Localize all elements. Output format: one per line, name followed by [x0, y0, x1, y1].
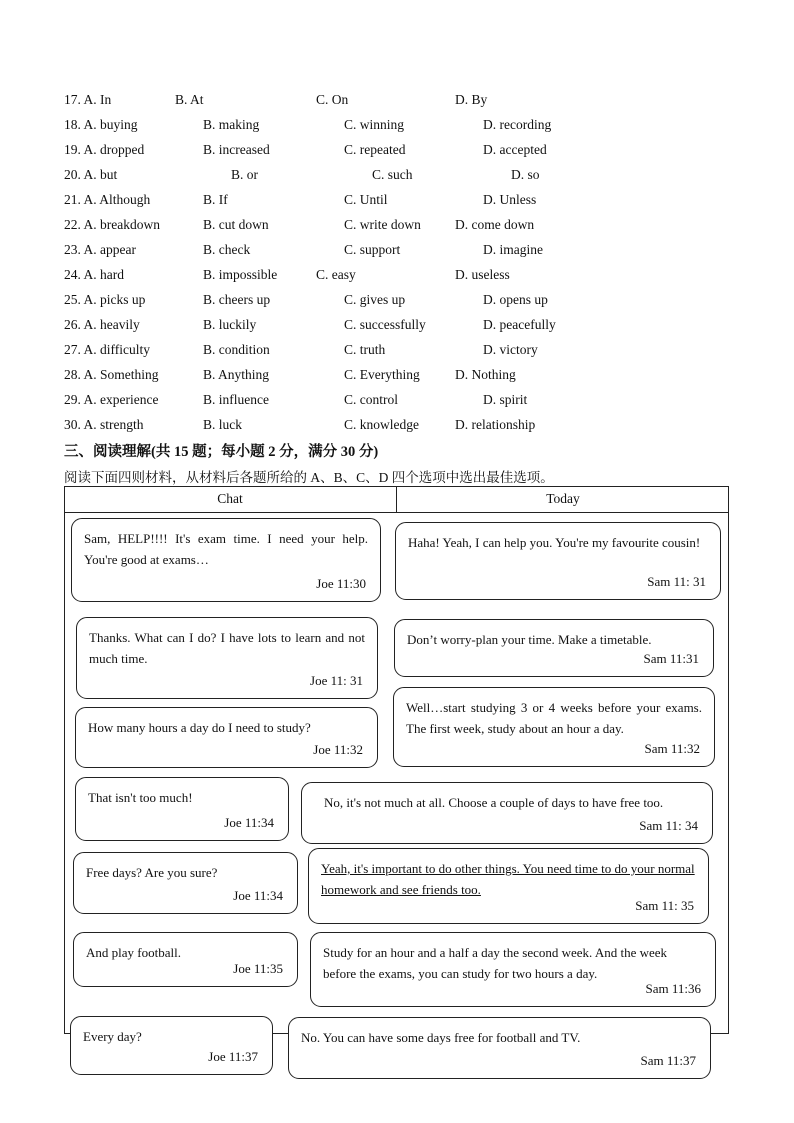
message-text: Don’t worry-plan your time. Make a timetable.	[407, 632, 652, 647]
option-d: D. victory	[483, 342, 538, 357]
option-c: C. support	[344, 242, 401, 257]
option-b: B. condition	[203, 342, 270, 357]
option-d: D. opens up	[483, 292, 548, 307]
section-instruction: 阅读下面四则材料，从材料后各题所给的 A、B、C、D 四个选项中选出最佳选项。	[64, 470, 554, 485]
option-b: B. At	[175, 92, 204, 107]
message-text: Sam, HELP!!!! It's exam time. I need your help. You're good at exams…	[84, 531, 368, 567]
option-row-17: 17. A. In	[64, 92, 112, 107]
message-text: That isn't too much!	[88, 790, 193, 805]
message-text: How many hours a day do I need to study?	[88, 720, 311, 735]
message-text: Every day?	[83, 1029, 142, 1044]
option-c: C. easy	[316, 267, 356, 282]
option-c: C. repeated	[344, 142, 406, 157]
chat-bubble-sam	[393, 687, 715, 767]
option-row-27: 27. A. difficulty	[64, 342, 150, 357]
chat-bubble-joe	[75, 777, 289, 841]
option-b: B. luckily	[203, 317, 257, 332]
option-d: D. Nothing	[455, 367, 516, 382]
message-time: Sam 11:32	[644, 741, 700, 756]
option-row-29: 29. A. experience	[64, 392, 159, 407]
option-row-23: 23. A. appear	[64, 242, 136, 257]
option-c: C. winning	[344, 117, 405, 132]
chat-bubble-joe	[70, 1016, 273, 1075]
option-row-28: 28. A. Something	[64, 367, 159, 382]
message-time: Sam 11: 34	[639, 818, 698, 833]
chat-bubble-joe	[71, 518, 381, 602]
option-c: C. control	[344, 392, 398, 407]
option-b: B. increased	[203, 142, 270, 157]
chat-header-left: Chat	[217, 491, 243, 506]
option-d: D. recording	[483, 117, 552, 132]
message-time: Joe 11:34	[233, 888, 283, 903]
option-b: B. Anything	[203, 367, 270, 382]
option-d: D. accepted	[483, 142, 547, 157]
option-c: C. On	[316, 92, 349, 107]
option-b: B. check	[203, 242, 251, 257]
option-d: D. so	[511, 167, 540, 182]
option-c: C. gives up	[344, 292, 406, 307]
chat-bubble-joe	[76, 617, 378, 699]
message-time: Joe 11:30	[316, 576, 366, 591]
chat-bubble-sam	[301, 782, 713, 844]
option-b: B. impossible	[203, 267, 278, 282]
option-row-26: 26. A. heavily	[64, 317, 140, 332]
option-c: C. Everything	[344, 367, 420, 382]
message-text: And play football.	[86, 945, 181, 960]
message-time: Joe 11: 31	[310, 673, 363, 688]
message-text: Thanks. What can I do? I have lots to learn and not much time.	[89, 630, 365, 666]
message-time: Sam 11: 35	[635, 898, 694, 913]
message-time: Joe 11:37	[208, 1049, 258, 1064]
message-time: Joe 11:35	[233, 961, 283, 976]
option-b: B. luck	[203, 417, 242, 432]
option-row-25: 25. A. picks up	[64, 292, 146, 307]
message-time: Joe 11:34	[224, 815, 274, 830]
option-b: B. If	[203, 192, 228, 207]
chat-bubble-joe	[75, 707, 378, 768]
message-time: Sam 11:37	[640, 1053, 696, 1068]
option-c: C. write down	[344, 217, 421, 232]
message-text: Study for an hour and a half a day the second week. And the week before the exams, you can study for two hours a day.	[323, 945, 668, 981]
message-text: Haha! Yeah, I can help you. You're my favourite cousin!	[408, 535, 701, 550]
chat-header-right: Today	[546, 491, 580, 506]
option-b: B. making	[203, 117, 260, 132]
message-text: No. You can have some days free for football and TV.	[301, 1030, 581, 1045]
option-d: D. spirit	[483, 392, 528, 407]
option-d: D. useless	[455, 267, 510, 282]
option-row-19: 19. A. dropped	[64, 142, 145, 157]
chat-bubble-sam	[308, 848, 709, 924]
option-d: D. relationship	[455, 417, 536, 432]
message-time: Sam 11: 31	[647, 574, 706, 589]
message-text: Yeah, it's important to do other things. You need time to do your normal homework and see friends too.	[321, 861, 695, 897]
option-row-24: 24. A. hard	[64, 267, 124, 282]
message-time: Joe 11:32	[313, 742, 363, 757]
chat-bubble-joe	[73, 932, 298, 987]
message-text: No, it's not much at all. Choose a couple of days to have free too.	[324, 795, 664, 810]
chat-bubble-joe	[73, 852, 298, 914]
option-b: B. or	[231, 167, 258, 182]
option-c: C. truth	[344, 342, 386, 357]
message-text: Free days? Are you sure?	[86, 865, 218, 880]
chat-bubble-sam	[288, 1017, 711, 1079]
option-b: B. cheers up	[203, 292, 271, 307]
option-d: D. imagine	[483, 242, 543, 257]
option-c: C. successfully	[344, 317, 426, 332]
option-row-30: 30. A. strength	[64, 417, 144, 432]
message-time: Sam 11:31	[643, 651, 699, 666]
chat-bubble-sam	[395, 522, 721, 600]
section-heading: 三、阅读理解(共 15 题；每小题 2 分，满分 30 分)	[64, 444, 379, 460]
option-c: C. Until	[344, 192, 388, 207]
option-row-21: 21. A. Although	[64, 192, 151, 207]
option-b: B. cut down	[203, 217, 269, 232]
message-text: Well…start studying 3 or 4 weeks before your exams. The first week, study about an hour a day.	[406, 700, 702, 736]
message-time: Sam 11:36	[645, 981, 701, 996]
option-d: D. come down	[455, 217, 535, 232]
option-row-22: 22. A. breakdown	[64, 217, 160, 232]
option-c: C. knowledge	[344, 417, 419, 432]
chat-bubble-sam	[394, 619, 714, 677]
option-row-20: 20. A. but	[64, 167, 118, 182]
option-b: B. influence	[203, 392, 269, 407]
option-c: C. such	[372, 167, 413, 182]
option-d: D. Unless	[483, 192, 537, 207]
chat-bubble-sam	[310, 932, 716, 1007]
option-d: D. By	[455, 92, 488, 107]
option-row-18: 18. A. buying	[64, 117, 138, 132]
option-d: D. peacefully	[483, 317, 556, 332]
